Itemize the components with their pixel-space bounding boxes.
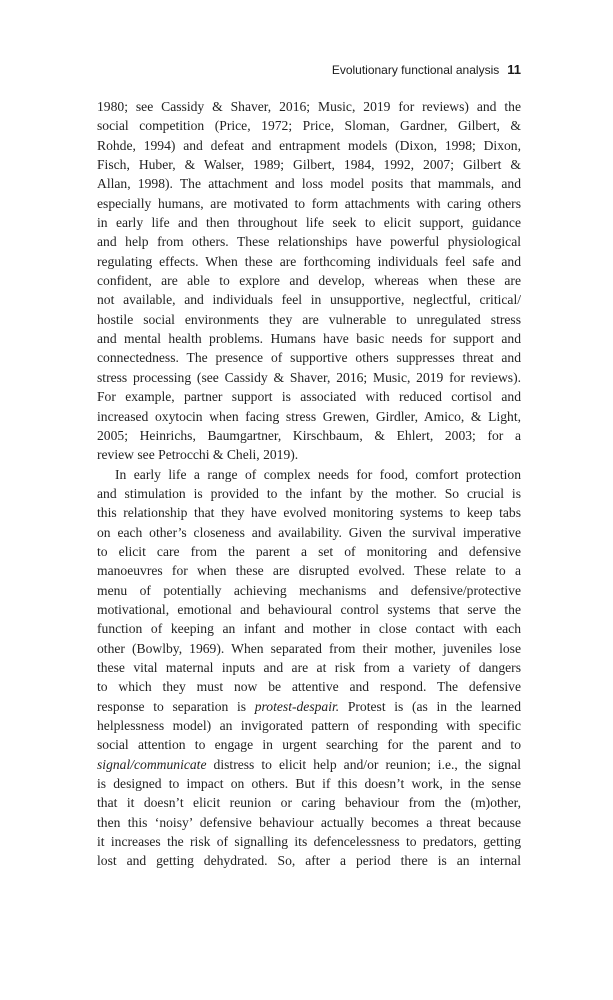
text-line: it increases the risk of signalling its defencelessness to predators, getting bbox=[97, 834, 521, 850]
running-head bbox=[332, 62, 521, 77]
text-line: stress processing (see Cassidy & Shaver, 2016; Music, 2019 for reviews). bbox=[97, 369, 521, 385]
text-line: other (Bowlby, 1969). When separated from their mother, juveniles lose bbox=[97, 640, 521, 656]
text-line: and mental health problems. Humans have basic needs for support and bbox=[97, 331, 521, 347]
text-line: review see Petrocchi & Cheli, 2019). bbox=[97, 447, 299, 463]
text-line: social competition (Price, 1972; Price, Sloman, Gardner, Gilbert, & bbox=[97, 118, 521, 134]
text-line: connectedness. The presence of supportive others suppresses threat and bbox=[97, 350, 521, 366]
text-line: 1980; see Cassidy & Shaver, 2016; Music, 2019 for reviews) and the bbox=[97, 99, 521, 114]
page-number: 11 bbox=[507, 62, 521, 77]
text-line: in early life and then throughout life seek to elicit support, guidance bbox=[97, 215, 521, 231]
text-line: on each other’s closeness and availability. Given the survival imperative bbox=[97, 524, 521, 540]
text-line: menu of potentially achieving mechanisms and defensive/protective bbox=[97, 582, 521, 598]
text-line: and help from others. These relationships have powerful physiological bbox=[97, 234, 521, 250]
text-segment: distress to elicit help and/or reunion; i.e., the signal bbox=[206, 756, 521, 772]
text-line: hostile social environments they are vulnerable to unregulated stress bbox=[97, 311, 521, 327]
text-line: and stimulation is provided to the infant by the mother. So crucial is bbox=[97, 485, 521, 501]
text-line: these vital maternal inputs and are at risk from a variety of dangers bbox=[97, 659, 521, 675]
text-line: that it doesn’t elicit reunion or caring behaviour from the (m)other, bbox=[97, 795, 521, 811]
running-title: Evolutionary functional analysis bbox=[331, 63, 500, 77]
text-segment: response to separation is bbox=[97, 698, 255, 714]
text-line: this relationship that they have evolved monitoring systems to keep tabs bbox=[97, 505, 521, 521]
text-line: then this ‘noisy’ defensive behaviour actually becomes a threat because bbox=[97, 814, 521, 830]
text-segment: Protest is (as in the learned bbox=[339, 698, 522, 714]
text-line: In early life a range of complex needs for food, comfort protection bbox=[115, 466, 521, 482]
body-text bbox=[97, 97, 521, 871]
text-line bbox=[97, 755, 521, 774]
text-line: especially humans, are motivated to form attachments with caring others bbox=[97, 195, 521, 211]
italic-term: signal/communicate bbox=[97, 756, 207, 772]
text-line: Fisch, Huber, & Walser, 1989; Gilbert, 1984, 1992, 2007; Gilbert & bbox=[97, 157, 521, 173]
text-line: Allan, 1998). The attachment and loss model posits that mammals, and bbox=[97, 176, 521, 192]
text-line: 2005; Heinrichs, Baumgartner, Kirschbaum, & Ehlert, 2003; for a bbox=[97, 427, 521, 443]
text-line: For example, partner support is associated with reduced cortisol and bbox=[97, 389, 521, 405]
text-line: helplessness model) an invigorated pattern of responding with specific bbox=[97, 718, 521, 733]
text-line: social attention to engage in urgent searching for the parent and to bbox=[97, 737, 521, 753]
italic-term: protest-despair. bbox=[254, 698, 340, 714]
text-line: regulating effects. When these are forthcoming individuals feel safe and bbox=[97, 253, 521, 269]
text-line bbox=[97, 697, 521, 716]
text-line: confident, are able to explore and develop, whereas when these are bbox=[97, 273, 521, 289]
text-line: is designed to impact on others. But if this doesn’t work, in the sense bbox=[97, 776, 521, 792]
text-line: increased oxytocin when facing stress Grewen, Girdler, Amico, & Light, bbox=[97, 408, 521, 424]
text-line: to elicit care from the parent a set of monitoring and defensive bbox=[97, 543, 521, 559]
text-line: manoeuvres for when these are disrupted evolved. These relate to a bbox=[97, 563, 521, 579]
text-line: Rohde, 1994) and defeat and entrapment models (Dixon, 1998; Dixon, bbox=[97, 137, 521, 153]
text-line: motivational, emotional and behavioural control systems that serve the bbox=[97, 601, 521, 617]
text-line: not available, and individuals feel in unsupportive, neglectful, critical/ bbox=[97, 292, 521, 308]
text-line: to which they must now be attentive and respond. The defensive bbox=[97, 679, 521, 695]
text-line: function of keeping an infant and mother in close contact with each bbox=[97, 621, 521, 637]
text-line: lost and getting dehydrated. So, after a period there is an internal bbox=[97, 853, 521, 869]
